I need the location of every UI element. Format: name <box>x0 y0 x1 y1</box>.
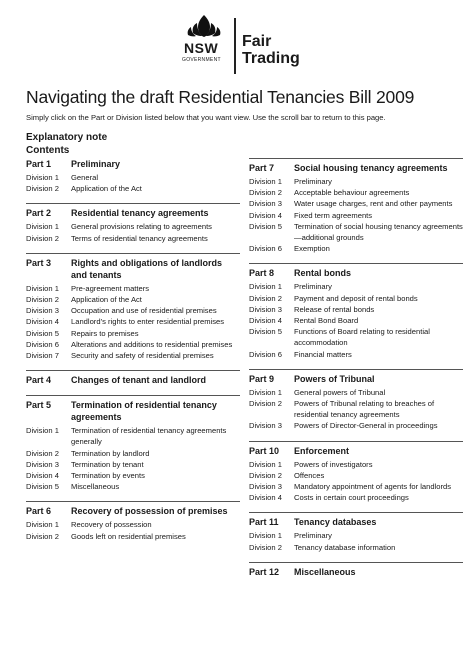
division-number: Division 4 <box>249 493 282 503</box>
division-link[interactable] <box>26 221 240 232</box>
division-number: Division 3 <box>26 459 59 469</box>
division-link[interactable] <box>249 492 463 503</box>
nsw-fair-trading-logo <box>172 14 312 76</box>
division-link[interactable] <box>26 172 240 183</box>
division-link[interactable] <box>249 398 463 420</box>
division-link[interactable] <box>249 470 463 481</box>
division-title: Costs in certain court proceedings <box>294 493 409 503</box>
division-number: Division 4 <box>249 210 282 220</box>
division-title: Preliminary <box>294 177 332 186</box>
division-title: Preliminary <box>294 282 332 292</box>
division-title: Powers of investigators <box>294 459 373 469</box>
division-title: Tenancy database information <box>294 542 396 552</box>
division-title: Rental Bond Board <box>294 316 359 326</box>
division-number: Division 6 <box>249 349 282 359</box>
division-title: Termination by landlord <box>71 448 150 458</box>
part-number: Part 12 <box>249 566 280 577</box>
part-number: Part 9 <box>249 373 275 384</box>
division-link[interactable] <box>249 176 463 187</box>
division-link[interactable] <box>249 304 463 315</box>
part-section <box>249 441 463 504</box>
division-link[interactable] <box>249 420 463 431</box>
division-link[interactable] <box>26 531 240 542</box>
part-title: Rental bonds <box>294 268 352 279</box>
page-title: Navigating the draft Residential Tenancies Bill 2009 <box>26 87 415 107</box>
division-link[interactable] <box>26 305 240 316</box>
part-number: Part 5 <box>26 400 52 411</box>
part-number: Part 7 <box>249 163 275 173</box>
division-number: Division 2 <box>249 470 282 480</box>
division-number: Division 2 <box>249 542 282 552</box>
division-link[interactable] <box>26 448 240 459</box>
part-link[interactable] <box>249 566 463 578</box>
division-title: Application of the Act <box>71 295 142 305</box>
division-number: Division 1 <box>26 426 59 436</box>
division-number: Division 1 <box>26 222 59 232</box>
division-link[interactable] <box>249 293 463 304</box>
division-number: Division 5 <box>26 328 59 338</box>
division-title: General <box>71 173 99 182</box>
part-number: Part 10 <box>249 445 280 456</box>
division-number: Division 4 <box>249 316 282 326</box>
division-link[interactable] <box>26 425 240 447</box>
division-link[interactable] <box>249 315 463 326</box>
contents-column-left <box>26 158 240 551</box>
part-title: Preliminary <box>71 159 121 169</box>
division-link[interactable] <box>249 530 463 541</box>
explanatory-note-link[interactable]: Explanatory note <box>26 132 108 143</box>
part-link[interactable] <box>26 505 240 517</box>
division-title: Security and safety of residential premises <box>71 351 214 361</box>
division-number: Division 6 <box>249 244 282 254</box>
part-section <box>26 395 240 492</box>
division-link[interactable] <box>249 210 463 221</box>
division-title: General powers of Tribunal <box>294 387 386 397</box>
division-title: Termination by events <box>71 471 145 481</box>
division-link[interactable] <box>26 233 240 244</box>
part-section <box>249 158 463 254</box>
division-title: Landlord’s rights to enter residential premises <box>71 317 225 327</box>
part-title: Residential tenancy agreements <box>71 208 209 219</box>
division-title: Functions of Board relating to residential accommodation <box>294 327 430 348</box>
contents-heading: Contents <box>26 145 70 156</box>
division-title: Offences <box>294 470 325 480</box>
division-title: Acceptable behaviour agreements <box>294 188 410 198</box>
logo-fair-trading <box>242 33 300 67</box>
division-number: Division 2 <box>249 399 282 409</box>
division-number: Division 2 <box>26 295 59 305</box>
division-link[interactable] <box>26 470 240 481</box>
division-link[interactable] <box>26 481 240 492</box>
division-number: Division 2 <box>249 188 282 198</box>
part-link[interactable] <box>26 257 240 281</box>
part-section <box>249 562 463 578</box>
contents-column-right <box>249 158 463 587</box>
division-link[interactable] <box>26 283 240 294</box>
part-number: Part 3 <box>26 257 52 268</box>
division-number: Division 5 <box>249 221 282 231</box>
part-number: Part 2 <box>26 208 52 219</box>
division-title: Release of rental bonds <box>294 304 375 314</box>
division-title: Goods left on residential premises <box>71 531 186 541</box>
division-title: Termination of residential tenancy agreements generally <box>71 426 227 447</box>
logo-government-text: GOVERNMENT <box>182 57 221 63</box>
division-number: Division 2 <box>26 448 59 458</box>
logo-nsw-text: NSW <box>184 40 219 56</box>
division-title: Recovery of possession <box>71 520 152 530</box>
division-number: Division 5 <box>26 482 59 492</box>
part-link[interactable] <box>249 445 463 457</box>
division-title: Powers of Director-General in proceedings <box>294 421 438 431</box>
division-link[interactable] <box>26 294 240 305</box>
division-number: Division 7 <box>26 351 59 361</box>
division-number: Division 1 <box>249 282 282 292</box>
part-section <box>26 370 240 386</box>
logo-brand-line1: Fair <box>242 33 272 50</box>
part-title: Rights and obligations of landlords and tenants <box>71 257 222 280</box>
waratah-icon <box>186 14 222 38</box>
division-link[interactable] <box>249 187 463 198</box>
part-number: Part 11 <box>249 517 279 528</box>
part-section <box>249 512 463 552</box>
division-title: Alterations and additions to residential premises <box>71 339 233 349</box>
division-number: Division 1 <box>249 177 282 186</box>
division-title: Preliminary <box>294 531 332 541</box>
division-link[interactable] <box>249 281 463 292</box>
division-number: Division 2 <box>26 233 59 243</box>
part-number: Part 8 <box>249 268 275 279</box>
division-link[interactable] <box>249 481 463 492</box>
division-number: Division 3 <box>249 421 282 431</box>
division-title: Exemption <box>294 244 330 254</box>
division-title: Occupation and use of residential premises <box>71 306 217 316</box>
division-link[interactable] <box>249 326 463 348</box>
division-title: Pre-agreement matters <box>71 283 150 293</box>
division-title: Mandatory appointment of agents for landlords <box>294 482 452 492</box>
division-link[interactable] <box>26 183 240 194</box>
division-number: Division 2 <box>249 293 282 303</box>
division-number: Division 2 <box>26 531 59 541</box>
part-link[interactable] <box>26 399 240 423</box>
division-number: Division 3 <box>249 199 282 209</box>
part-number: Part 1 <box>26 159 52 169</box>
division-link[interactable] <box>26 519 240 530</box>
division-link[interactable] <box>249 349 463 360</box>
part-link[interactable] <box>249 373 463 385</box>
division-number: Division 1 <box>26 520 59 530</box>
part-title: Tenancy databases <box>294 517 377 528</box>
division-link[interactable] <box>249 221 463 243</box>
division-number: Division 1 <box>249 387 282 397</box>
part-number: Part 6 <box>26 506 52 517</box>
division-title: Fixed term agreements <box>294 210 373 220</box>
part-title: Changes of tenant and landlord <box>71 375 207 386</box>
division-number: Division 1 <box>26 173 59 182</box>
division-link[interactable] <box>249 198 463 209</box>
division-number: Division 1 <box>249 531 282 541</box>
part-link[interactable] <box>249 516 463 528</box>
division-link[interactable] <box>26 339 240 350</box>
part-section <box>26 253 240 361</box>
division-link[interactable] <box>249 459 463 470</box>
division-title: Repairs to premises <box>71 328 139 338</box>
division-title: Powers of Tribunal relating to breaches of residential tenancy agreements <box>294 399 435 420</box>
division-number: Division 4 <box>26 471 59 481</box>
logo-brand-line2: Trading <box>242 50 300 67</box>
part-title: Miscellaneous <box>294 566 356 577</box>
division-title: Payment and deposit of rental bonds <box>294 293 418 303</box>
part-title: Social housing tenancy agreements <box>294 163 448 173</box>
division-title: Application of the Act <box>71 184 142 194</box>
division-number: Division 4 <box>26 317 59 327</box>
part-title: Recovery of possession of premises <box>71 506 228 517</box>
division-title: Water usage charges, rent and other payments <box>294 199 453 209</box>
division-link[interactable] <box>26 459 240 470</box>
division-link[interactable] <box>249 387 463 398</box>
division-title: Termination of social housing tenancy agreements—additional grounds <box>294 221 463 243</box>
division-title: General provisions relating to agreements <box>71 222 212 232</box>
part-section <box>26 203 240 243</box>
part-title: Termination of residential tenancy agreements <box>71 400 217 423</box>
division-number: Division 2 <box>26 184 59 194</box>
division-link[interactable] <box>249 243 463 254</box>
part-link[interactable] <box>26 374 240 386</box>
part-link[interactable] <box>26 207 240 219</box>
division-number: Division 3 <box>26 306 59 316</box>
division-link[interactable] <box>26 328 240 339</box>
intro-text: Simply click on the Part or Division listed below that you want view. Use the scroll bar to return to this page. <box>26 113 386 122</box>
part-section <box>249 369 463 432</box>
part-title: Powers of Tribunal <box>294 373 375 384</box>
part-link[interactable] <box>249 162 463 174</box>
part-number: Part 4 <box>26 375 52 386</box>
division-number: Division 3 <box>249 482 282 492</box>
part-link[interactable] <box>249 267 463 279</box>
division-link[interactable] <box>249 542 463 553</box>
division-number: Division 3 <box>249 304 282 314</box>
part-title: Enforcement <box>294 445 350 456</box>
division-number: Division 1 <box>26 283 59 293</box>
part-section <box>26 501 240 541</box>
division-number: Division 6 <box>26 339 59 349</box>
division-title: Financial matters <box>294 349 352 359</box>
division-title: Termination by tenant <box>71 459 144 469</box>
division-number: Division 5 <box>249 327 282 337</box>
logo-divider <box>234 18 236 74</box>
part-section <box>26 158 240 194</box>
part-link[interactable] <box>26 158 240 170</box>
division-number: Division 1 <box>249 459 282 469</box>
division-title: Terms of residential tenancy agreements <box>71 233 208 243</box>
division-title: Miscellaneous <box>71 482 120 492</box>
division-link[interactable] <box>26 350 240 361</box>
part-section <box>249 263 463 359</box>
division-link[interactable] <box>26 316 240 327</box>
